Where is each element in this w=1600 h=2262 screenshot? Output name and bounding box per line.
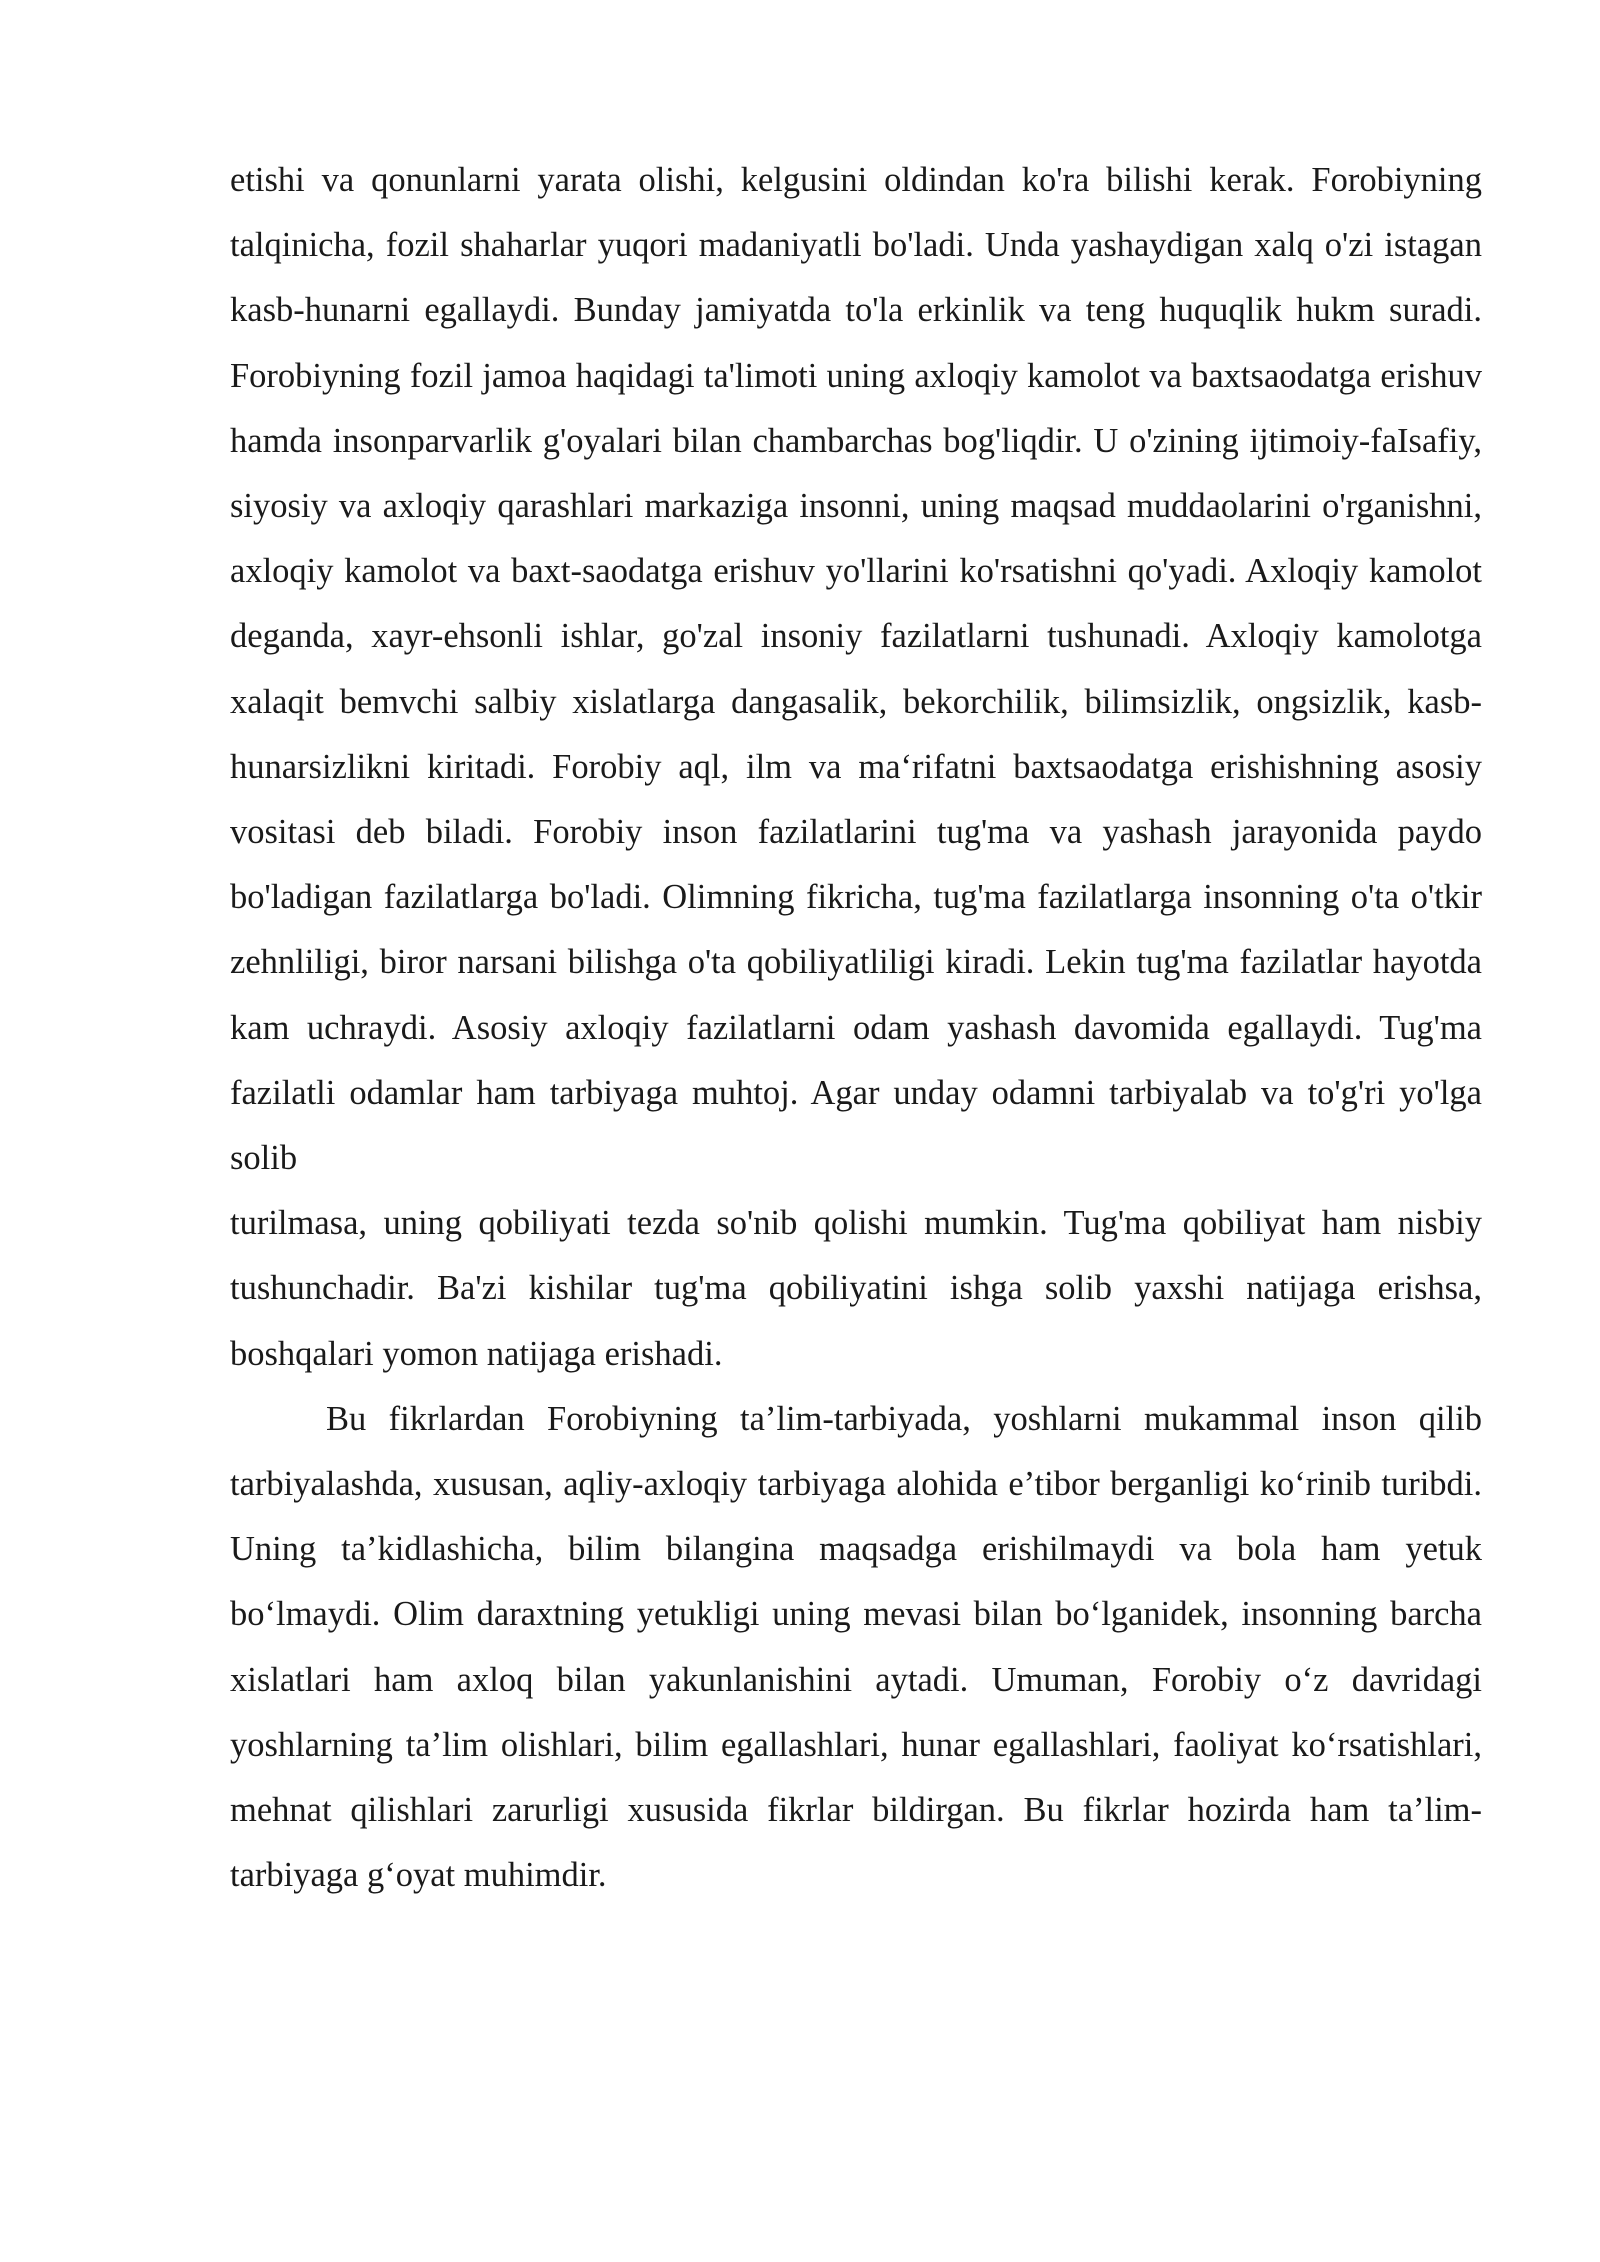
paragraph-2: turilmasa, uning qobiliyati tezda so'nib qolishi mumkin. Tug'ma qobiliyat ham nisbiy tushunchadir. Ba'zi kishilar tug'ma qobiliyatini ishga solib yaxshi natijaga erishsa, boshqalari yomon natijaga erishadi. xyxy=(230,1204,1482,1373)
paragraph-1: etishi va qonunlarni yarata olishi, kelgusini oldindan ko'ra bilishi kerak. Forobiyning talqinicha, fozil shaharlar yuqori madaniyatli bo'ladi. Unda yashaydigan xalq o'zi istagan kasb-hunarni egallaydi. Bunday jamiyatda to'la erkinlik va teng huquqlik hukm suradi. Forobiyning fozil jamoa haqidagi ta'limoti uning axloqiy kamolot va baxtsaodatga erishuv hamda insonparvarlik g'oyalari bilan chambarchas bog'liqdir. U o'zining ijtimoiy-faIsafiy, siyosiy va axloqiy qarashlari markaziga insonni, uning maqsad muddaolarini o'rganishni, axloqiy kamolot va baxt-saodatga erishuv yo'llarini ko'rsatishni qo'yadi. Axloqiy kamolot deganda, xayr-ehsonli ishlar, go'zal insoniy fazilatlarni tushunadi. Axloqiy kamolotga xalaqit bemvchi salbiy xislatlarga dangasalik, bekorchilik, bilimsizlik, ongsizlik, kasb- hunarsizlikni kiritadi. Forobiy aql, ilm va maʻrifatni baxtsaodatga erishishning asosiy vositasi deb biladi. Forobiy inson fazilatlarini tug'ma va yashash jarayonida paydo bo'ladigan fazilatlarga bo'ladi. Olimning fikricha, tug'ma fazilatlarga insonning o'ta o'tkir zehnliligi, biror narsani bilishga o'ta qobiliyatliligi kiradi. Lekin tug'ma fazilatlar hayotda kam uchraydi. Asosiy axloqiy fazilatlarni odam yashash davomida egallaydi. Tug'ma fazilatli odamlar ham tarbiyaga muhtoj. Agar unday odamni tarbiyalab va to'g'ri yo'lga solib xyxy=(230,161,1482,1178)
paragraph-3: Bu fikrlardan Forobiyning ta’lim-tarbiyada, yoshlarni mukammal inson qilib tarbiyalashda, xususan, aqliy-axloqiy tarbiyaga alohida e’tibor berganligi koʻrinib turibdi. Uning ta’kidlashicha, bilim bilangina maqsadga erishilmaydi va bola ham yetuk boʻlmaydi. Olim daraxtning yetukligi uning mevasi bilan boʻlganidek, insonning barcha xislatlari ham axloq bilan yakunlanishini aytadi. Umuman, Forobiy oʻz davridagi yoshlarning ta’lim olishlari, bilim egallashlari, hunar egallashlari, faoliyat koʻrsatishlari, mehnat qilishlari zarurligi xususida fikrlar bildirgan. Bu fikrlar hozirda ham ta’lim-tarbiyaga gʻoyat muhimdir. xyxy=(230,1399,1482,1895)
document-body xyxy=(230,148,1482,1908)
